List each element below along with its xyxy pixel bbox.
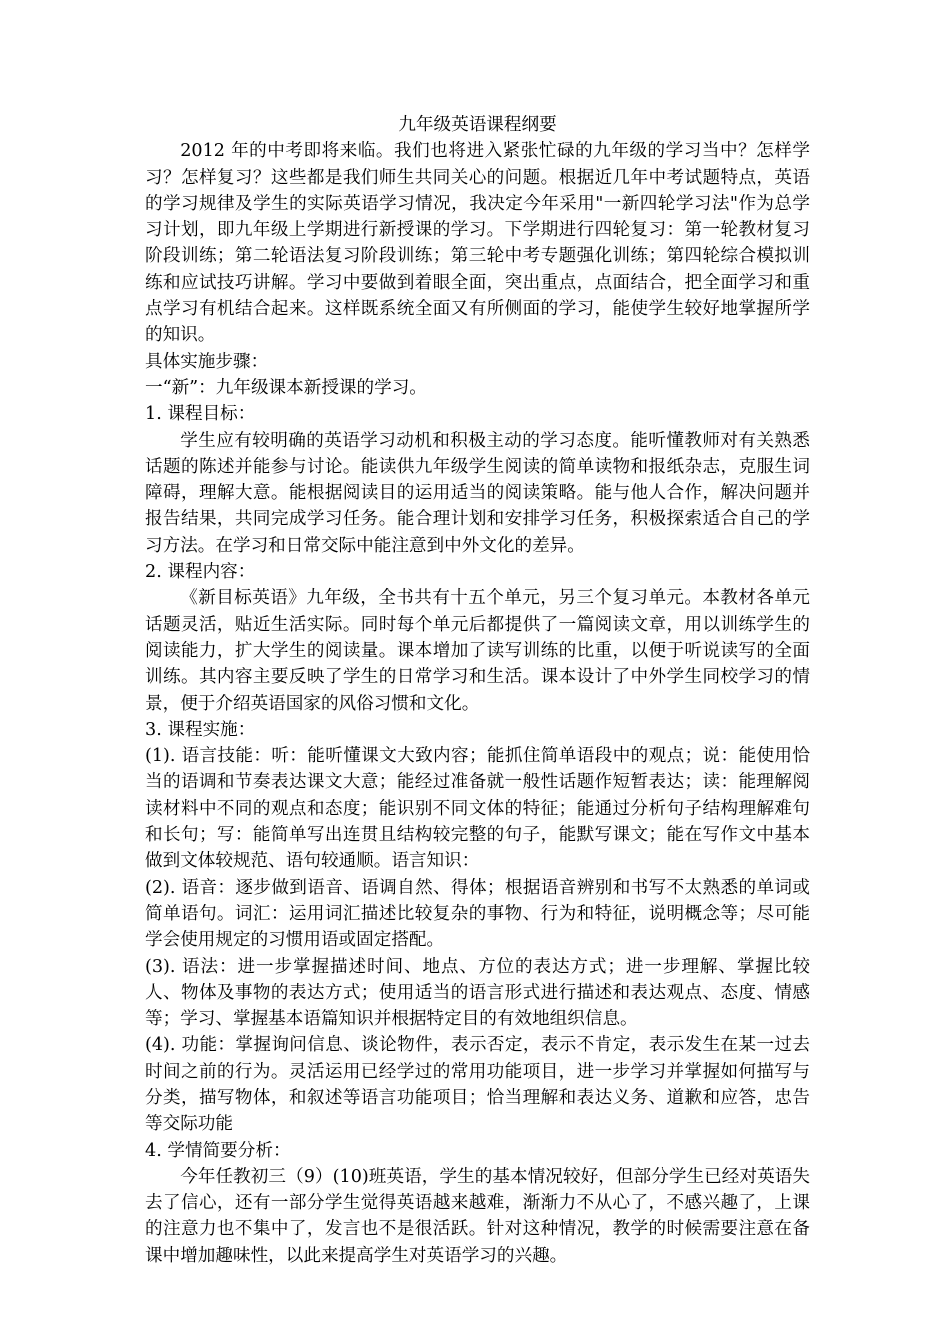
goals-paragraph: 学生应有较明确的英语学习动机和积极主动的学习态度。能听懂教师对有关熟悉话题的陈述并能参与讨论。能读供九年级学生阅读的简单读物和报纸杂志，克服生词障碍，理解大意。能根据阅读目的运用适当的阅读策略。能与他人合作，解决问题并报告结果，共同完成学习任务。能合理计划和安排学习任务，积极探索适合自己的学习方法。在学习和日常交际中能注意到中外文化的差异。 bbox=[145, 430, 810, 556]
content-paragraph: 《新目标英语》九年级，全书共有十五个单元，另三个复习单元。本教材各单元话题灵活，贴近生活实际。同时每个单元后都提供了一篇阅读文章，用以训练学生的阅读能力，扩大学生的阅读量。课本增加了读写训练的比重，以便于听说读写的全面训练。其内容主要反映了学生的日常学习和生活。课本设计了中外学生同校学习的情景，便于介绍英语国家的风俗习惯和文化。 bbox=[145, 588, 810, 714]
implementation-item-3: (3). 语法：进一步掌握描述时间、地点、方位的表达方式；进一步理解、掌握比较人、物体及事物的表达方式；使用适当的语言形式进行描述和表达观点、态度、情感等；学习、掌握基本语篇知识并根据特定目的有效地组织信息。 bbox=[145, 956, 810, 1030]
implementation-item-2: (2). 语音：逐步做到语音、语调自然、得体；根据语音辨别和书写不太熟悉的单词或简单语句。词汇：运用词汇描述比较复杂的事物、行为和特征，说明概念等；尽可能学会使用规定的习惯用语或固定搭配。 bbox=[145, 877, 810, 951]
document-title: 九年级英语课程纲要 bbox=[398, 115, 557, 135]
content-heading: 2. 课程内容： bbox=[145, 562, 256, 583]
document-page bbox=[145, 112, 810, 1269]
implementation-item-4: (4). 功能：掌握询问信息、谈论物件，表示否定，表示不肯定，表示发生在某一过去时间之前的行为。灵活运用已经学过的常用功能项目，进一步学习并掌握如何描写与分类，描写物体，和叙述等语言功能项目；恰当理解和表达义务、道歉和应答，忠告等交际功能 bbox=[145, 1035, 810, 1135]
analysis-paragraph: 今年任教初三（9）(10)班英语，学生的基本情况较好，但部分学生已经对英语失去了信心，还有一部分学生觉得英语越来越难，渐渐力不从心了，不感兴趣了，上课的注意力也不集中了，发言也不是很活跃。针对这种情况，教学的时候需要注意在备课中增加趣味性，以此来提高学生对英语学习的兴趣。 bbox=[145, 1166, 810, 1266]
implementation-heading: 3. 课程实施： bbox=[145, 719, 256, 740]
part-one-heading: 一“新”：九年级课本新授课的学习。 bbox=[145, 377, 427, 398]
goals-heading: 1. 课程目标： bbox=[145, 404, 256, 425]
intro-paragraph: 2012 年的中考即将来临。我们也将进入紧张忙碌的九年级的学习当中？怎样学习？怎样复习？这些都是我们师生共同关心的问题。根据近几年中考试题特点，英语的学习规律及学生的实际英语学习情况，我决定今年采用"一新四轮学习法"作为总学习计划，即九年级上学期进行新授课的学习。下学期进行四轮复习：第一轮教材复习阶段训练；第二轮语法复习阶段训练；第三轮中考专题强化训练；第四轮综合模拟训练和应试技巧讲解。学习中要做到着眼全面，突出重点，点面结合，把全面学习和重点学习有机结合起来。这样既系统全面又有所侧面的学习，能使学生较好地掌握所学的知识。 bbox=[145, 141, 810, 346]
steps-heading: 具体实施步骤： bbox=[145, 351, 269, 372]
analysis-heading: 4. 学情简要分析： bbox=[145, 1140, 291, 1161]
implementation-item-1: (1). 语言技能：听：能听懂课文大致内容；能抓住简单语段中的观点；说：能使用恰当的语调和节奏表达课文大意；能经过准备就一般性话题作短暂表达；读：能理解阅读材料中不同的观点和态度；能识别不同文体的特征；能通过分析句子结构理解难句和长句；写：能简单写出连贯且结构较完整的句子，能默写课文；能在写作文中基本做到文体较规范、语句较通顺。语言知识： bbox=[145, 746, 810, 872]
